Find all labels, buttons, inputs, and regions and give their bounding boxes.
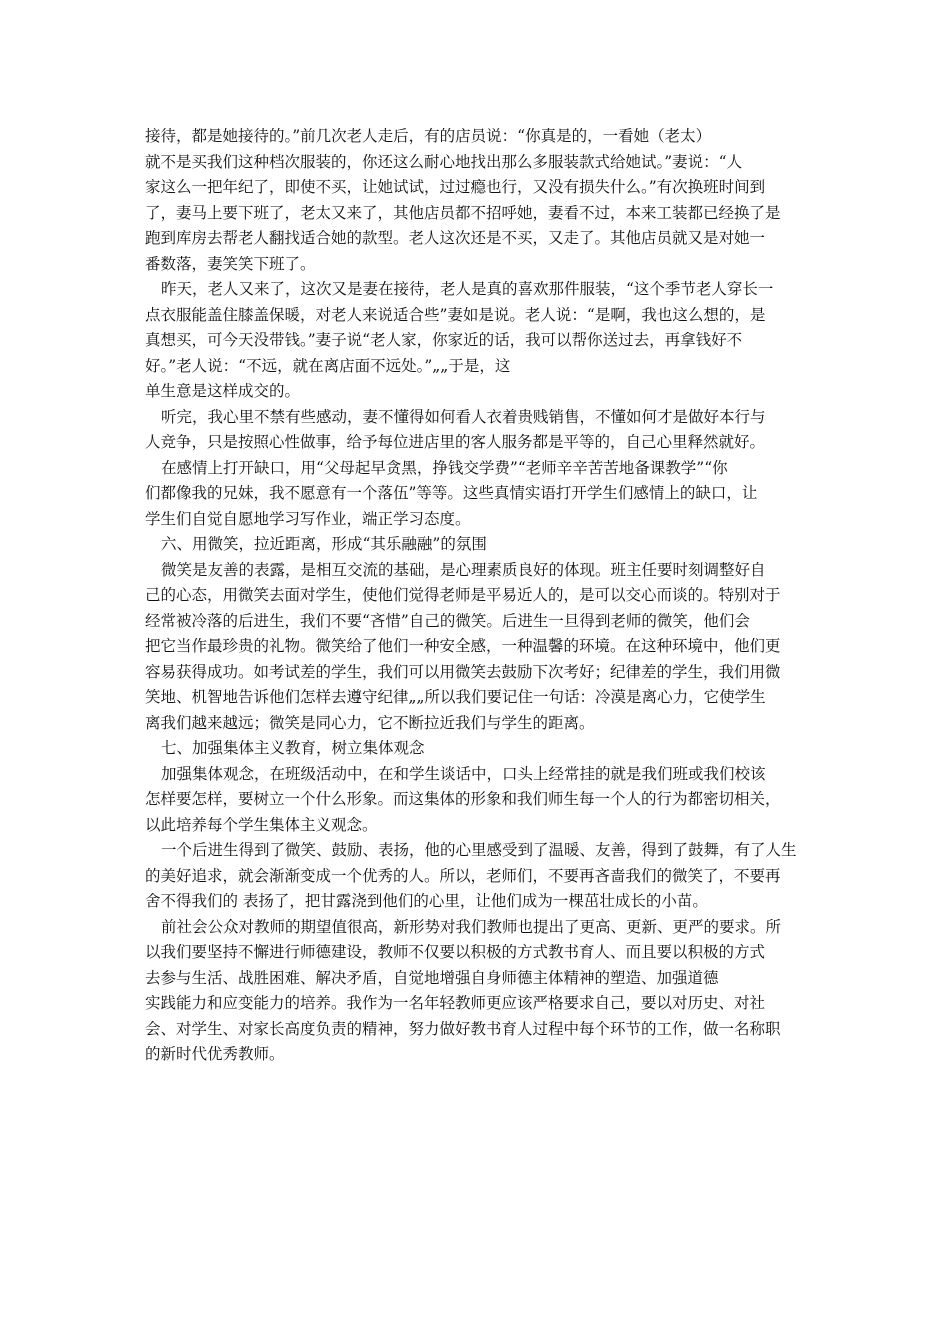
text-line: 好。”老人说：“不远，就在离店面不远处。”„„于是，这 <box>145 356 511 375</box>
text-line: 了，妻马上要下班了，老太又来了，其他店员都不招呼她，妻看不过，本来工装都已经换了是 <box>145 203 781 222</box>
text-line: 经常被冷落的后进生，我们不要“吝惜”自己的微笑。后进生一旦得到老师的微笑，他们会 <box>145 611 750 630</box>
text-line: 怎样要怎样，要树立一个什么形象。而这集体的形象和我们师生每一个人的行为都密切相关， <box>145 790 781 808</box>
text-line: 离我们越来越远；微笑是同心力，它不断拉近我们与学生的距离。 <box>145 713 595 732</box>
text-line: 微笑是友善的表露，是相互交流的基础，是心理素质良好的体现。班主任要时刻调整好自 <box>161 560 766 579</box>
text-line: 笑地、机智地告诉他们怎样去遵守纪律„„所以我们要记住一句话：冷漠是离心力，它使学生 <box>145 688 766 706</box>
text-line: 人竞争，只是按照心性做事，给予每位进店里的客人服务都是平等的，自己心里释然就好。 <box>145 433 766 451</box>
text-line: 一个后进生得到了微笑、鼓励、表扬，他的心里感受到了温暖、友善，得到了鼓舞，有了人生 <box>161 841 797 859</box>
text-line: 六、用微笑，拉近距离，形成“其乐融融”的氛围 <box>161 535 487 553</box>
text-line: 单生意是这样成交的。 <box>145 382 301 400</box>
text-line: 七、加强集体主义教育，树立集体观念 <box>161 739 425 757</box>
text-line: 以此培养每个学生集体主义观念。 <box>145 815 378 834</box>
text-line: 跑到库房去帮老人翻找适合她的款型。老人这次还是不买，又走了。其他店员就又是对她一 <box>145 229 766 247</box>
text-line: 己的心态，用微笑去面对学生，使他们觉得老师是平易近人的，是可以交心而谈的。特别对于 <box>145 586 781 604</box>
text-line: 听完，我心里不禁有些感动，妻不懂得如何看人衣着贵贱销售，不懂如何才是做好本行与 <box>161 407 766 426</box>
text-line: 的美好追求，就会渐渐变成一个优秀的人。所以，老师们，不要再吝啬我们的微笑了，不要再 <box>145 866 781 885</box>
text-line: 以我们要坚持不懈进行师德建设，教师不仅要以积极的方式教书育人、而且要以积极的方式 <box>145 943 766 961</box>
text-line: 实践能力和应变能力的培养。我作为一名年轻教师更应该严格要求自己，要以对历史、对社 <box>145 994 766 1012</box>
text-line: 容易获得成功。如考试差的学生，我们可以用微笑去鼓励下次考好；纪律差的学生，我们用微 <box>145 662 781 681</box>
text-line: 的新时代优秀教师。 <box>145 1045 285 1063</box>
text-line: 在感情上打开缺口，用“父母起早贪黑，挣钱交学费”“老师辛辛苦苦地备课教学”“你 <box>161 458 728 477</box>
text-line: 会、对学生、对家长高度负责的精神，努力做好教书育人过程中每个环节的工作，做一名称职 <box>145 1019 781 1038</box>
text-line: 们都像我的兄妹，我不愿意有一个落伍”等等。这些真情实语打开学生们感情上的缺口，让 <box>145 484 758 502</box>
text-line: 点衣服能盖住膝盖保暖，对老人来说适合些”妻如是说。老人说：“是啊，我也这么想的，是 <box>145 305 766 324</box>
text-line: 真想买，可今天没带钱。”妻子说“老人家，你家近的话，我可以帮你送过去，再拿钱好不 <box>145 331 743 349</box>
text-line: 昨天，老人又来了，这次又是妻在接待，老人是真的喜欢那件服装，“这个季节老人穿长一 <box>161 280 774 298</box>
document-body <box>145 124 815 1068</box>
text-line: 把它当作最珍贵的礼物。微笑给了他们一种安全感，一种温馨的环境。在这种环境中，他们更 <box>145 637 781 655</box>
text-line: 就不是买我们这种档次服装的，你还这么耐心地找出那么多服装款式给她试。”妻说：“人 <box>145 152 743 171</box>
text-line: 番数落，妻笑笑下班了。 <box>145 254 316 273</box>
text-line: 接待，都是她接待的。”前几次老人走后，有的店员说：“你真是的，一看她（老太） <box>145 127 712 145</box>
text-line: 去参与生活、战胜困难、解决矛盾，自觉地增强自身师德主体精神的塑造、加强道德 <box>145 968 719 987</box>
text-line: 前社会公众对教师的期望值很高，新形势对我们教师也提出了更高、更新、更严的要求。所 <box>161 917 782 936</box>
text-line: 舍不得我们的 表扬了，把甘露浇到他们的心里，让他们成为一棵茁壮成长的小苗。 <box>145 892 708 910</box>
text-line: 加强集体观念，在班级活动中，在和学生谈话中，口头上经常挂的就是我们班或我们校该 <box>161 764 766 783</box>
text-line: 学生们自觉自愿地学习写作业，端正学习态度。 <box>145 509 471 528</box>
text-line: 家这么一把年纪了，即使不买，让她试试，过过瘾也行，又没有损失什么。”有次换班时间到 <box>145 178 766 196</box>
